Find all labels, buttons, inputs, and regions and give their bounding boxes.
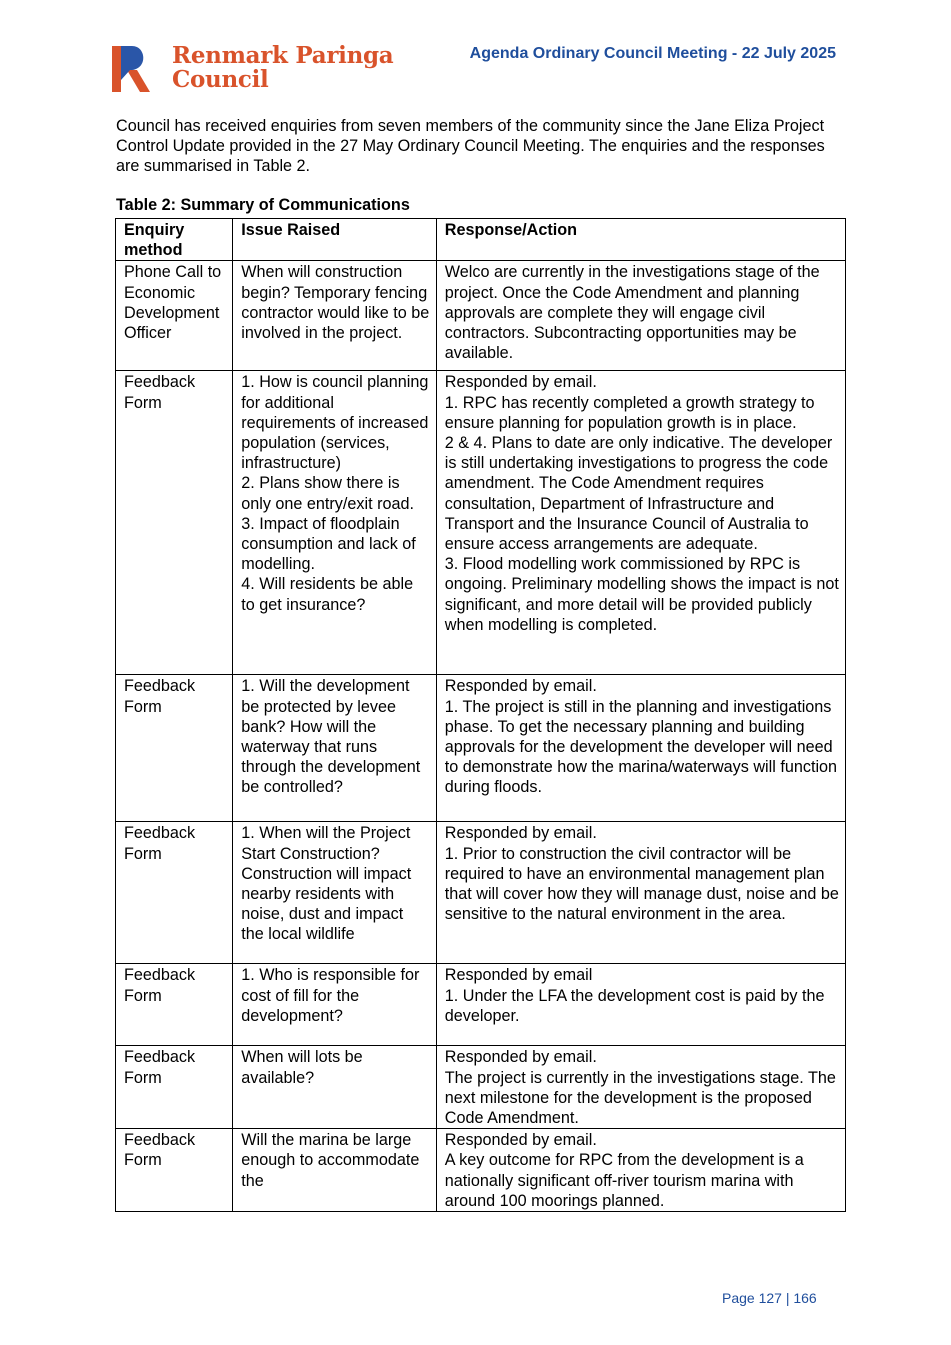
cell-enquiry-method: Feedback Form [116,822,233,964]
cell-issue-raised: 1. How is council planning for additional requirements of increased population (services, infrastructure) 2. Plans show there is only one entry/exit road. 3. Impact of floodplain consumption and lack of modelling. 4. Will residents be able to get insurance? [233,371,437,675]
cell-issue-raised: When will construction begin? Temporary fencing contractor would like to be involved in the project. [233,261,437,371]
table-caption: Table 2: Summary of Communications [116,196,410,214]
table-row [116,371,846,675]
header-issue-raised: Issue Raised [233,219,437,261]
meeting-title: Agenda Ordinary Council Meeting - 22 July 2025 [469,45,836,62]
table-row [116,964,846,1046]
table-header-row [116,219,846,261]
cell-enquiry-method: Feedback Form [116,371,233,675]
table-row [116,1129,846,1212]
cell-issue-raised: 1. Will the development be protected by levee bank? How will the waterway that runs through the development be controlled? [233,675,437,822]
cell-response-action: Responded by email 1. Under the LFA the development cost is paid by the developer. [436,964,845,1046]
renmark-r-logo-icon [110,46,154,92]
table-row [116,822,846,964]
header-enquiry-method: Enquiry method [116,219,233,261]
cell-response-action: Responded by email. 1. RPC has recently completed a growth strategy to ensure planning for population growth is in place. 2 & 4. Plans to date are only indicative. The developer is still undertaking investigations to progress the code amendment. The Code Amendment requires consultation, Department of Infrastructure and Transport and the Insurance Council of Australia to ensure access arrangements are adequate. 3. Flood modelling work commissioned by RPC is ongoing. Preliminary modelling shows the impact is not significant, and more detail will be provided publicly when modelling is completed. [436,371,845,675]
cell-response-action: Responded by email. The project is currently in the investigations stage. The next milestone for the development is the proposed Code Amendment. [436,1046,845,1129]
table-row [116,675,846,822]
header-response-action: Response/Action [436,219,845,261]
page-number: Page 127 | 166 [722,1290,817,1306]
cell-response-action: Responded by email. A key outcome for RPC from the development is a nationally significant off-river tourism marina with around 100 moorings planned. [436,1129,845,1212]
cell-enquiry-method: Feedback Form [116,1046,233,1129]
table-row [116,261,846,371]
cell-enquiry-method: Feedback Form [116,964,233,1046]
org-name: Renmark Paringa Council [172,42,394,93]
cell-issue-raised: 1. Who is responsible for cost of fill for the development? [233,964,437,1046]
cell-response-action: Responded by email. 1. The project is still in the planning and investigations phase. To get the necessary planning and building approvals for the development the developer will need to demonstrate how the marina/waterways will function during floods. [436,675,845,822]
page-header [110,44,836,100]
cell-enquiry-method: Feedback Form [116,675,233,822]
cell-issue-raised: When will lots be available? [233,1046,437,1129]
cell-issue-raised: Will the marina be large enough to accommodate the [233,1129,437,1212]
cell-enquiry-method: Phone Call to Economic Development Officer [116,261,233,371]
intro-paragraph: Council has received enquiries from seven members of the community since the Jane Eliza Project Control Update provided in the 27 May Ordinary Council Meeting. The enquiries and the responses are summarised in Table 2. [116,117,825,175]
summary-table [115,218,846,1212]
cell-response-action: Responded by email. 1. Prior to construction the civil contractor will be required to have an environmental management plan that will cover how they will manage dust, noise and be sensitive to the natural environment in the area. [436,822,845,964]
cell-enquiry-method: Feedback Form [116,1129,233,1212]
table-row [116,1046,846,1129]
cell-response-action: Welco are currently in the investigations stage of the project. Once the Code Amendment and planning approvals are complete they will engage civil contractors. Subcontracting opportunities may be available. [436,261,845,371]
cell-issue-raised: 1. When will the Project Start Construction? Construction will impact nearby residents with noise, dust and impact the local wildlife [233,822,437,964]
